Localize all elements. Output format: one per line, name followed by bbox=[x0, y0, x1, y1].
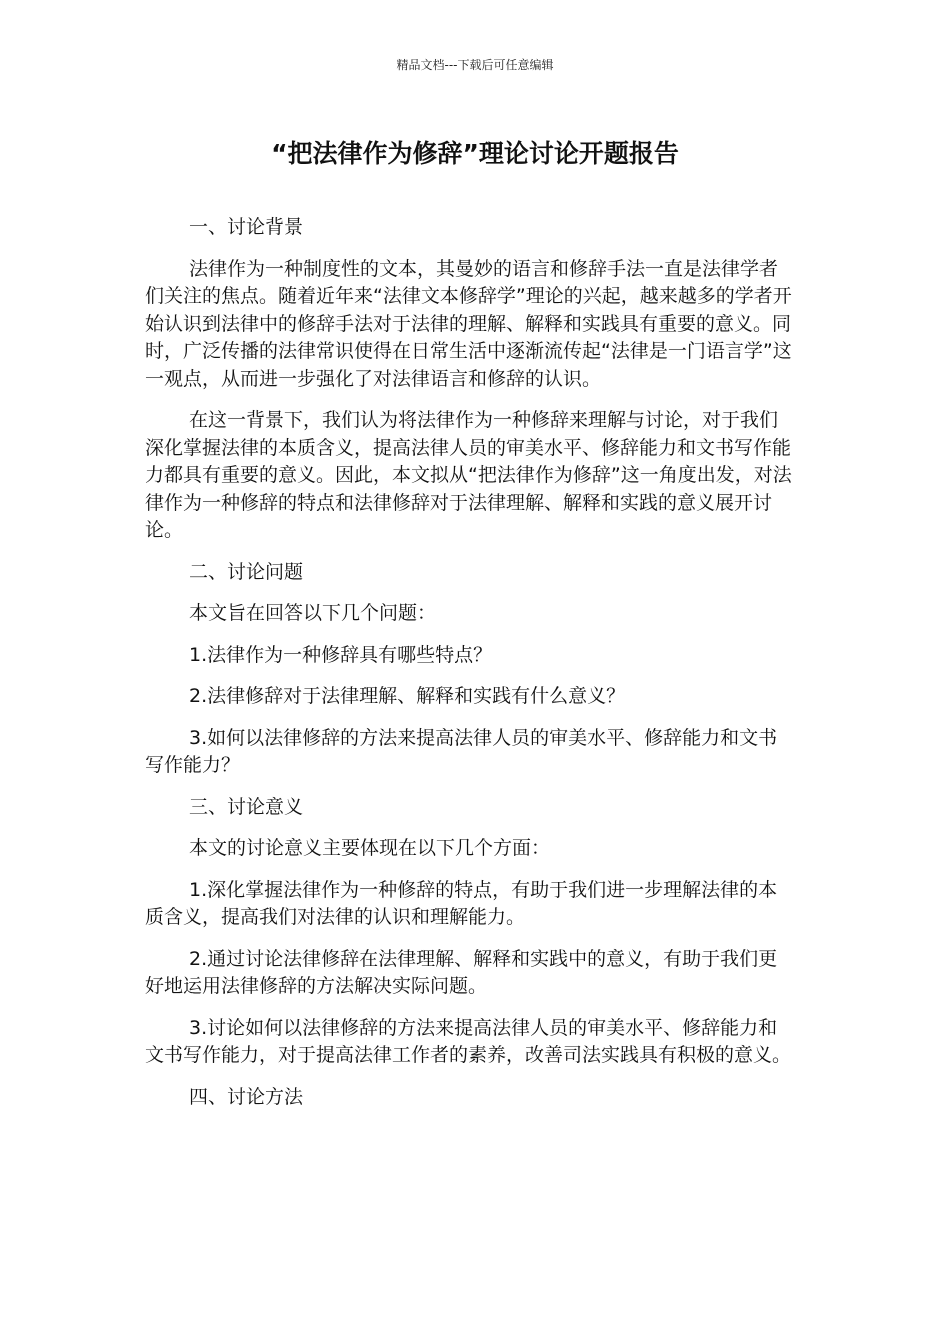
section-heading-significance: 三、讨论意义 bbox=[189, 795, 304, 818]
paragraph-questions-intro: 本文旨在回答以下几个问题： bbox=[189, 602, 437, 624]
section-heading-questions: 二、讨论问题 bbox=[189, 560, 304, 583]
page-header-note: 精品文档---下载后可任意编辑 bbox=[396, 58, 554, 72]
paragraph-background-1: 法律作为一种制度性的文本，其曼妙的语言和修辞手法一直是法律学者们关注的焦点。随着近年来“法律文本修辞学”理论的兴起，越来越多的学者开始认识到法律中的修辞手法对于法律的理解、解释和实践具有重要的意义。同时，广泛传播的法律常识使得在日常生活中逐渐流传起“法律是一门语言学”这一观点，从而进一步强化了对法律语言和修辞的认识。 bbox=[145, 257, 792, 390]
paragraph-significance-intro: 本文的讨论意义主要体现在以下几个方面： bbox=[189, 837, 551, 859]
significance-item-2: 2.通过讨论法律修辞在法律理解、解释和实践中的意义，有助于我们更好地运用法律修辞的方法解决实际问题。 bbox=[145, 947, 778, 997]
document-title: “把法律作为修辞”理论讨论开题报告 bbox=[271, 139, 679, 168]
significance-item-3: 3.讨论如何以法律修辞的方法来提高法律人员的审美水平、修辞能力和文书写作能力，对于提高法律工作者的素养，改善司法实践具有积极的意义。 bbox=[145, 1016, 792, 1066]
section-heading-background: 一、讨论背景 bbox=[189, 216, 304, 238]
significance-item-1: 1.深化掌握法律作为一种修辞的特点，有助于我们进一步理解法律的本质含义，提高我们对法律的认识和理解能力。 bbox=[145, 878, 778, 928]
document-body bbox=[145, 214, 795, 1125]
question-item-3: 3.如何以法律修辞的方法来提高法律人员的审美水平、修辞能力和文书写作能力？ bbox=[145, 726, 778, 776]
question-item-2: 2.法律修辞对于法律理解、解释和实践有什么意义？ bbox=[189, 685, 626, 707]
question-item-1: 1.法律作为一种修辞具有哪些特点？ bbox=[189, 643, 493, 666]
section-heading-methods: 四、讨论方法 bbox=[189, 1085, 304, 1108]
paragraph-background-2: 在这一背景下，我们认为将法律作为一种修辞来理解与讨论，对于我们深化掌握法律的本质含义，提高法律人员的审美水平、修辞能力和文书写作能力都具有重要的意义。因此，本文拟从“把法律作为修辞”这一角度出发，对法律作为一种修辞的特点和法律修辞对于法律理解、解释和实践的意义展开讨论。 bbox=[145, 409, 792, 541]
